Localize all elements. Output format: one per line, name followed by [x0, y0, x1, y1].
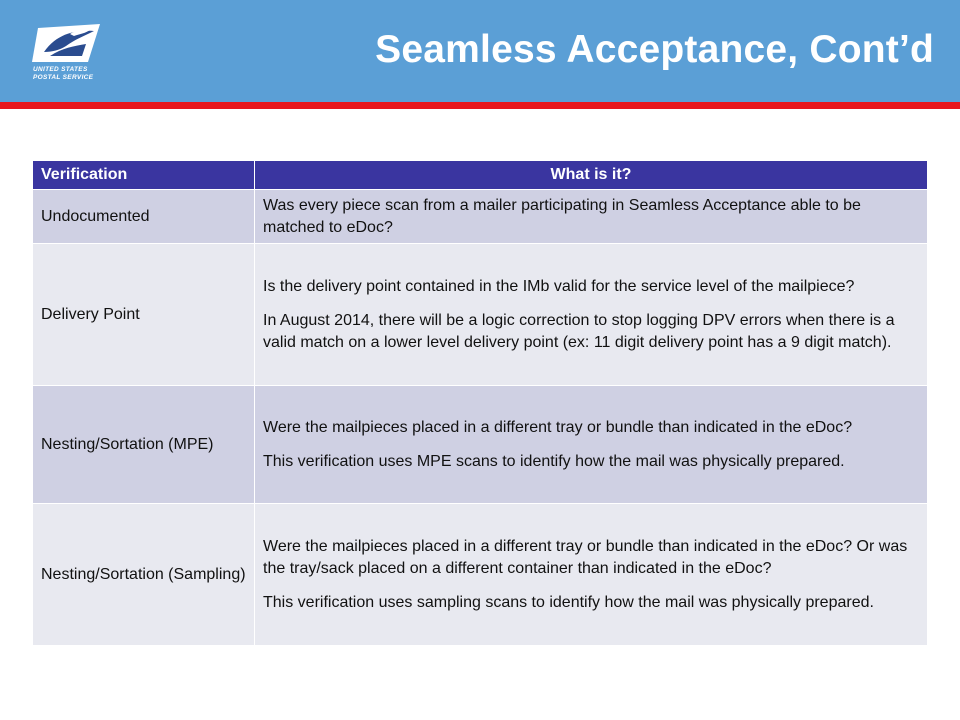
column-header-verification: Verification: [33, 161, 255, 190]
verification-description: [255, 504, 928, 646]
eagle-icon: [30, 22, 104, 66]
description-paragraph: Were the mailpieces placed in a different tray or bundle than indicated in the eDoc?: [263, 418, 853, 436]
usps-logo: [30, 22, 104, 84]
table-row: [33, 190, 928, 244]
verification-name: Nesting/Sortation (MPE): [33, 386, 255, 504]
logo-wordmark: [30, 66, 107, 82]
description-paragraph: Was every piece scan from a mailer participating in Seamless Acceptance able to be matched to eDoc?: [263, 196, 861, 236]
verification-table: [32, 160, 928, 646]
column-header-what-is-it: What is it?: [255, 161, 928, 190]
table-header-row: [33, 161, 928, 190]
table-row: [33, 244, 928, 386]
verification-description: [255, 386, 928, 504]
table-row: [33, 504, 928, 646]
verification-description: [255, 190, 928, 244]
logo-line-2: POSTAL SERVICE: [33, 74, 94, 81]
verification-name: Nesting/Sortation (Sampling): [33, 504, 255, 646]
header-band: [0, 0, 960, 102]
description-paragraph: This verification uses MPE scans to identify how the mail was physically prepared.: [263, 452, 845, 470]
description-paragraph: In August 2014, there will be a logic correction to stop logging DPV errors when there is a valid match on a lower level delivery point (ex: 11 digit delivery point has a 9 digit match).: [263, 311, 895, 351]
description-paragraph: This verification uses sampling scans to identify how the mail was physically prepared.: [263, 593, 874, 611]
verification-name: Undocumented: [33, 190, 255, 244]
verification-description: [255, 244, 928, 386]
description-paragraph: Is the delivery point contained in the IMb valid for the service level of the mailpiece?: [263, 277, 855, 295]
verification-name: Delivery Point: [33, 244, 255, 386]
logo-line-1: UNITED STATES: [33, 66, 88, 73]
header-divider: [0, 102, 960, 109]
page-title: Seamless Acceptance, Cont’d: [375, 28, 934, 71]
table-row: [33, 386, 928, 504]
description-paragraph: Were the mailpieces placed in a different tray or bundle than indicated in the eDoc? Or was the tray/sack placed on a different container than indicated in the eDoc?: [263, 537, 908, 577]
